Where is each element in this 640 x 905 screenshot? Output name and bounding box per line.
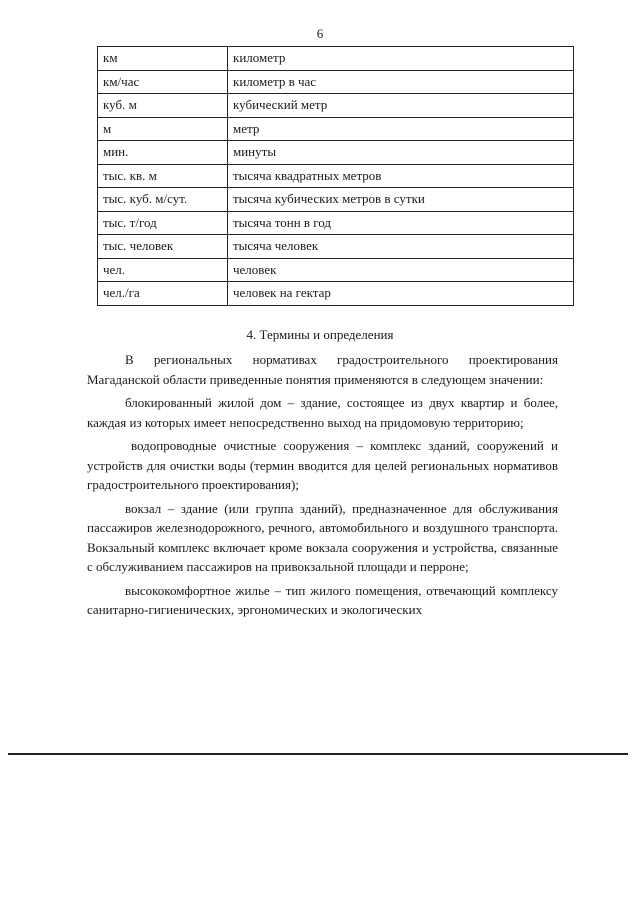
horizontal-rule	[8, 753, 628, 755]
abbreviation-cell: мин.	[98, 141, 228, 165]
meaning-cell: кубический метр	[228, 94, 574, 118]
abbreviation-cell: тыс. куб. м/сут.	[98, 188, 228, 212]
abbreviation-cell: чел.	[98, 258, 228, 282]
meaning-cell: километр	[228, 47, 574, 71]
definition-paragraph: вокзал – здание (или группа зданий), предназначенное для обслуживания пассажиров железнодорожного, речного, автомобильного и воздушного транспорта. Вокзальный комплекс включает кроме вокзала сооружения и устройства, связанные с обслуживанием пассажиров на привокзальной площади и перроне;	[87, 500, 558, 574]
definition-paragraph: водопроводные очистные сооружения – комплекс зданий, сооружений и устройств для очистки воды (термин вводится для целей региональных нормативов градостроительного проектирования);	[87, 438, 558, 492]
meaning-cell: метр	[228, 117, 574, 141]
meaning-cell: тысяча человек	[228, 235, 574, 259]
table-row	[98, 282, 574, 306]
table-row	[98, 141, 574, 165]
abbreviation-cell: куб. м	[98, 94, 228, 118]
meaning-cell: тысяча тонн в год	[228, 211, 574, 235]
abbreviations-table	[97, 46, 574, 306]
abbreviation-cell: км	[98, 47, 228, 71]
section-body	[87, 350, 558, 624]
abbreviation-cell: км/час	[98, 70, 228, 94]
table-row	[98, 164, 574, 188]
abbreviation-cell: тыс. кв. м	[98, 164, 228, 188]
page-number: 6	[316, 26, 324, 41]
table-row	[98, 258, 574, 282]
abbreviation-cell: тыс. человек	[98, 235, 228, 259]
table-row	[98, 47, 574, 71]
abbreviation-cell: тыс. т/год	[98, 211, 228, 235]
meaning-cell: человек	[228, 258, 574, 282]
table-row	[98, 117, 574, 141]
table-row	[98, 94, 574, 118]
table-row	[98, 188, 574, 212]
meaning-cell: километр в час	[228, 70, 574, 94]
intro-paragraph: В региональных нормативах градостроительного проектирования Магаданской области приведенные понятия применяются в следующем значении:	[87, 352, 558, 387]
definition-paragraph: высококомфортное жилье – тип жилого помещения, отвечающий комплексу санитарно-гигиенических, эргономических и экологических	[87, 582, 558, 617]
meaning-cell: тысяча кубических метров в сутки	[228, 188, 574, 212]
meaning-cell: тысяча квадратных метров	[228, 164, 574, 188]
abbreviation-cell: чел./га	[98, 282, 228, 306]
definition-paragraph: блокированный жилой дом – здание, состоящее из двух квартир и более, каждая из которых имеет непосредственно выход на придомовую территорию;	[87, 395, 558, 430]
table-row	[98, 235, 574, 259]
section-heading: 4. Термины и определения	[246, 327, 394, 342]
table-row	[98, 70, 574, 94]
table-row	[98, 211, 574, 235]
meaning-cell: минуты	[228, 141, 574, 165]
abbreviation-cell: м	[98, 117, 228, 141]
meaning-cell: человек на гектар	[228, 282, 574, 306]
